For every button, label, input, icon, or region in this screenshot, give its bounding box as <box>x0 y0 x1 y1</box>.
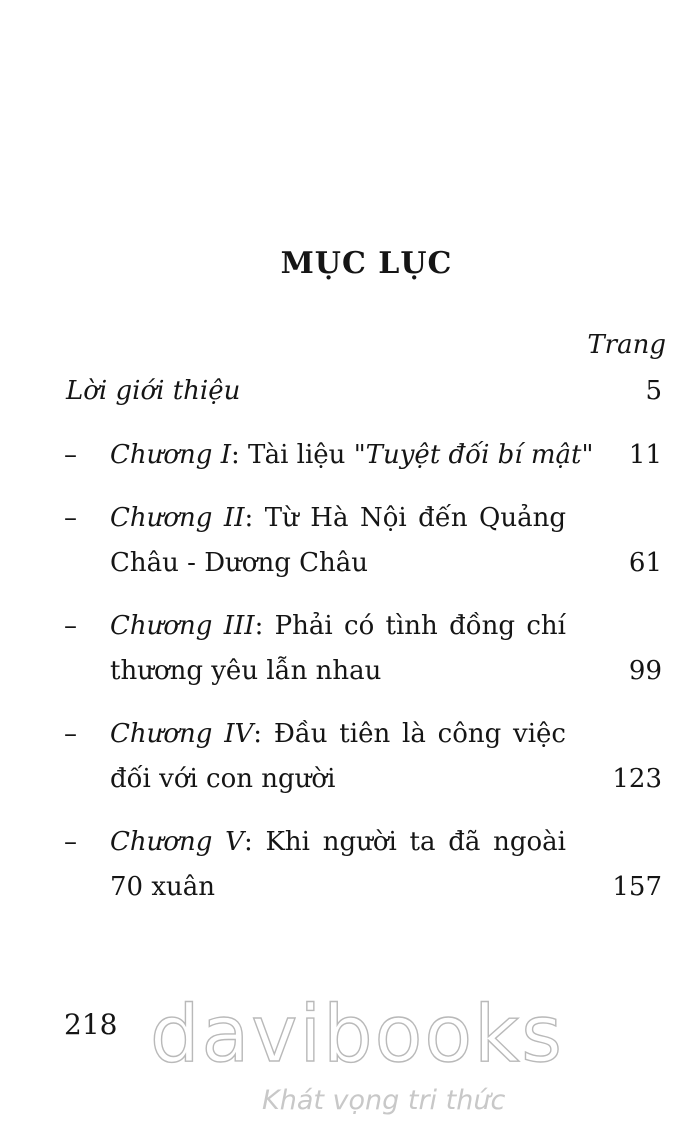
chapter-5-line1 <box>110 827 566 857</box>
chapter-3-line2: thương yêu lẫn nhau <box>110 656 382 686</box>
chapter-4-line1 <box>110 719 566 749</box>
chapter-1-name: Chương I <box>110 440 231 470</box>
intro-page: 5 <box>645 376 662 406</box>
chapter-3-line1 <box>110 611 566 641</box>
chapter-4-line2: đối với con người <box>110 764 336 794</box>
chapter-4-rest: : Đầu tiên là công việc <box>253 719 566 749</box>
chapter-1-end: " <box>581 440 594 470</box>
chapter-3-name: Chương III <box>110 611 255 641</box>
watermark-tagline: Khát vọng tri thức <box>262 1085 506 1116</box>
chapter-1-entry <box>110 440 593 470</box>
chapter-5-dash: – <box>64 827 77 857</box>
chapter-4-name: Chương IV <box>110 719 254 749</box>
chapter-1-dash: – <box>64 440 77 470</box>
chapter-2-dash: – <box>64 503 77 533</box>
chapter-1-sep: : Tài liệu " <box>230 440 366 470</box>
chapter-5-page: 157 <box>612 872 662 902</box>
chapter-5-name: Chương V <box>110 827 244 857</box>
chapter-3-rest: : Phải có tình đồng chí <box>254 611 566 641</box>
page-number: 218 <box>64 1008 118 1041</box>
chapter-5-line2: 70 xuân <box>110 872 216 902</box>
chapter-1-page: 11 <box>628 440 662 470</box>
page-column-header: Trang <box>587 330 666 360</box>
chapter-2-line1 <box>110 503 566 533</box>
chapter-5-rest: : Khi người ta đã ngoài <box>243 827 566 857</box>
intro-label: Lời giới thiệu <box>66 376 241 406</box>
chapter-2-line2: Châu - Dương Châu <box>110 548 368 578</box>
page-title: MỤC LỤC <box>280 246 453 281</box>
chapter-1-title: Tuyệt đối bí mật <box>365 440 582 470</box>
chapter-4-page: 123 <box>612 764 662 794</box>
chapter-2-page: 61 <box>628 548 662 578</box>
chapter-2-name: Chương II <box>110 503 245 533</box>
chapter-3-dash: – <box>64 611 77 641</box>
chapter-4-dash: – <box>64 719 77 749</box>
watermark-logo: davibooks <box>150 990 564 1080</box>
chapter-3-page: 99 <box>628 656 662 686</box>
chapter-2-rest: : Từ Hà Nội đến Quảng <box>244 503 566 533</box>
